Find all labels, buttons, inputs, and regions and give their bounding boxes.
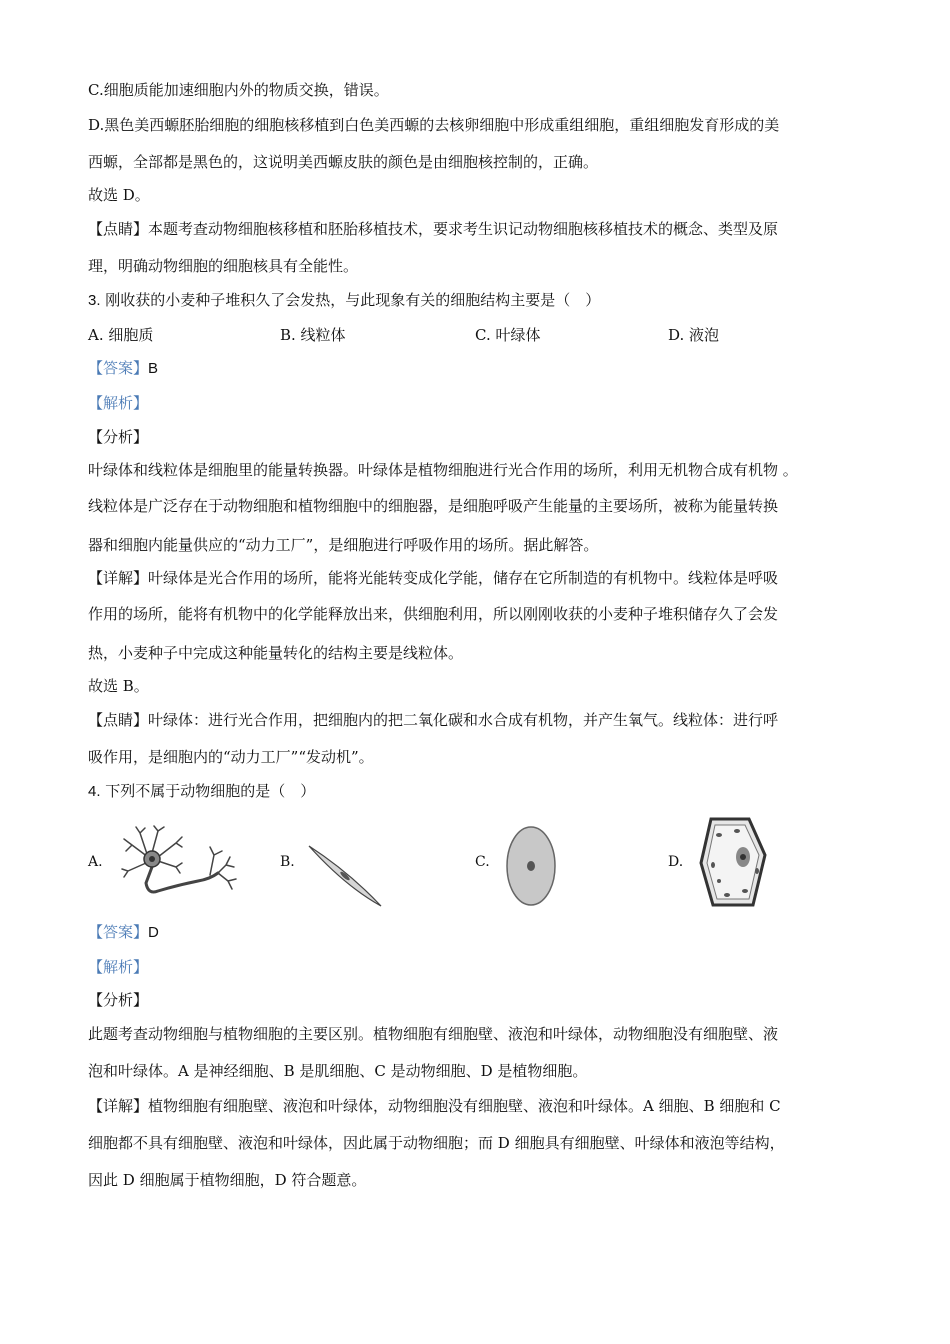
option-d: D. 液泡 xyxy=(668,326,720,344)
hint-line: 【点睛】叶绿体：进行光合作用，把细胞内的把二氧化碳和水合成有机物，并产生氧气。线粒体：进行呼 xyxy=(88,711,779,729)
neuron-cell-image xyxy=(118,825,243,900)
text-line: C.细胞质能加速细胞内外的物质交换，错误。 xyxy=(88,81,389,99)
text-line: 此题考查动物细胞与植物细胞的主要区别。植物细胞有细胞壁、液泡和叶绿体，动物细胞没有细胞壁、液 xyxy=(88,1025,779,1043)
option-a: A. 细胞质 xyxy=(88,326,154,344)
option-b-label: B. xyxy=(280,854,295,870)
analysis-tag: 【解析】 xyxy=(88,394,149,412)
answer-tag: 【答案】 xyxy=(88,923,149,941)
answer-line xyxy=(88,922,159,943)
detail-line: 热，小麦种子中完成这种能量转化的结构主要是线粒体。 xyxy=(88,644,464,662)
text-line: 线粒体是广泛存在于动物细胞和植物细胞中的细胞器，是细胞呼吸产生能量的主要场所，被称为能量转换 xyxy=(88,497,779,515)
hint-line: 吸作用，是细胞内的“动力工厂”“发动机”。 xyxy=(88,748,374,766)
option-d-label: D. xyxy=(668,854,684,870)
question-3 xyxy=(88,290,600,311)
option-c: C. 叶绿体 xyxy=(475,326,541,344)
text-line: 故选 B。 xyxy=(88,677,149,695)
text-line: 器和细胞内能量供应的“动力工厂”，是细胞进行呼吸作用的场所。据此解答。 xyxy=(88,536,599,554)
fenxi-tag: 【分析】 xyxy=(88,428,149,446)
text-line: D.黑色美西螈胚胎细胞的细胞核移植到白色美西螈的去核卵细胞中形成重组细胞，重组细胞发育形成的美 xyxy=(88,116,780,134)
answer-line xyxy=(88,358,158,379)
detail-line: 因此 D 细胞属于植物细胞，D 符合题意。 xyxy=(88,1171,367,1189)
detail-line: 细胞都不具有细胞壁、液泡和叶绿体，因此属于动物细胞；而 D 细胞具有细胞壁、叶绿体和液泡等结构， xyxy=(88,1134,785,1152)
answer-value: B xyxy=(148,360,159,377)
muscle-cell-image xyxy=(305,842,385,910)
text-line: 西螈，全部都是黑色的，这说明美西螈皮肤的颜色是由细胞核控制的，正确。 xyxy=(88,153,599,171)
animal-cell-image xyxy=(503,823,559,909)
detail-line: 作用的场所，能将有机物中的化学能释放出来，供细胞利用，所以刚刚收获的小麦种子堆积储存久了会发 xyxy=(88,605,779,623)
text-line: 故选 D。 xyxy=(88,186,150,204)
question-number: 4. xyxy=(88,783,101,800)
detail-line: 【详解】植物细胞有细胞壁、液泡和叶绿体，动物细胞没有细胞壁、液泡和叶绿体。A 细胞、B 细胞和 C xyxy=(88,1097,781,1115)
question-text: 下列不属于动物细胞的是（ ） xyxy=(105,782,316,800)
plant-cell-image xyxy=(697,815,769,910)
option-a-label: A. xyxy=(88,854,103,870)
answer-tag: 【答案】 xyxy=(88,359,149,377)
hint-line: 【点睛】本题考查动物细胞核移植和胚胎移植技术，要求考生识记动物细胞核移植技术的概念、类型及原 xyxy=(88,220,779,238)
detail-line: 【详解】叶绿体是光合作用的场所，能将光能转变成化学能，储存在它所制造的有机物中。线粒体是呼吸 xyxy=(88,569,779,587)
question-text: 刚收获的小麦种子堆积久了会发热，与此现象有关的细胞结构主要是（ ） xyxy=(105,291,601,309)
option-b: B. 线粒体 xyxy=(280,326,346,344)
fenxi-tag: 【分析】 xyxy=(88,991,149,1009)
text-line: 叶绿体和线粒体是细胞里的能量转换器。叶绿体是植物细胞进行光合作用的场所，利用无机物合成有机物 。 xyxy=(88,461,798,479)
analysis-tag: 【解析】 xyxy=(88,958,149,976)
question-number: 3. xyxy=(88,292,101,309)
option-c-label: C. xyxy=(475,854,490,870)
answer-value: D xyxy=(148,924,159,941)
text-line: 泡和叶绿体。A 是神经细胞、B 是肌细胞、C 是动物细胞、D 是植物细胞。 xyxy=(88,1062,588,1080)
hint-line: 理，明确动物细胞的细胞核具有全能性。 xyxy=(88,257,359,275)
question-4 xyxy=(88,781,315,802)
